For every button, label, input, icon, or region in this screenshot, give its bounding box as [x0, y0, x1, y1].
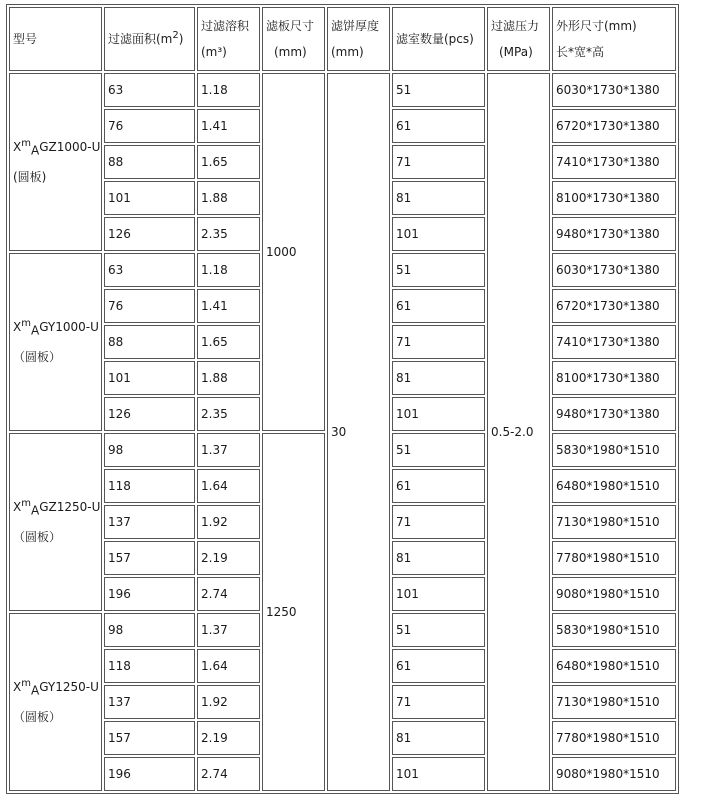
table-body — [9, 7, 676, 791]
volume-cell: 2.74 — [197, 757, 260, 791]
dimensions-cell: 6720*1730*1380 — [552, 109, 676, 143]
dimensions-cell: 5830*1980*1510 — [552, 613, 676, 647]
plate-size-cell: 1000 — [262, 73, 325, 431]
chambers-cell: 51 — [392, 73, 485, 107]
volume-cell: 1.18 — [197, 253, 260, 287]
model-cell: $X^m_AGY1250-U$ （圆板） — [9, 613, 102, 791]
model-cell: $X^m_AGZ1250-U$ （圆板） — [9, 433, 102, 611]
header-row — [9, 7, 676, 71]
area-cell: 196 — [104, 577, 195, 611]
volume-cell: 2.35 — [197, 217, 260, 251]
chambers-cell: 71 — [392, 505, 485, 539]
header-volume: 过滤溶积 (m³) — [197, 7, 260, 71]
area-cell: 76 — [104, 289, 195, 323]
filter-press-spec-table — [6, 4, 679, 794]
area-cell: 101 — [104, 361, 195, 395]
area-cell: 126 — [104, 397, 195, 431]
area-cell: 63 — [104, 253, 195, 287]
dimensions-cell: 6480*1980*1510 — [552, 649, 676, 683]
volume-cell: 1.64 — [197, 649, 260, 683]
dimensions-cell: 8100*1730*1380 — [552, 181, 676, 215]
dimensions-cell: 6030*1730*1380 — [552, 73, 676, 107]
volume-cell: 1.37 — [197, 613, 260, 647]
model-note: (圆板) — [13, 169, 47, 184]
chambers-cell: 61 — [392, 109, 485, 143]
model-note: （圆板） — [13, 349, 62, 364]
volume-cell: 1.65 — [197, 325, 260, 359]
chambers-cell: 81 — [392, 541, 485, 575]
header-dimensions: 外形尺寸(mm) 长*宽*高 — [552, 7, 676, 71]
area-cell: 88 — [104, 145, 195, 179]
cake-thickness-cell: 30 — [327, 73, 390, 791]
dimensions-cell: 6720*1730*1380 — [552, 289, 676, 323]
dimensions-cell: 7130*1980*1510 — [552, 685, 676, 719]
area-cell: 76 — [104, 109, 195, 143]
header-pressure: 过滤压力 (MPa) — [487, 7, 550, 71]
area-cell: 196 — [104, 757, 195, 791]
area-cell: 137 — [104, 685, 195, 719]
dimensions-cell: 6480*1980*1510 — [552, 469, 676, 503]
dimensions-cell: 7780*1980*1510 — [552, 541, 676, 575]
dimensions-cell: 7410*1730*1380 — [552, 145, 676, 179]
chambers-cell: 81 — [392, 721, 485, 755]
chambers-cell: 61 — [392, 469, 485, 503]
model-cell: $X^m_AGZ1000-U$ (圆板) — [9, 73, 102, 251]
header-cake-thickness: 滤饼厚度 (mm) — [327, 7, 390, 71]
chambers-cell: 71 — [392, 685, 485, 719]
dimensions-cell: 8100*1730*1380 — [552, 361, 676, 395]
header-area: 过滤面积$(m^2)$ — [104, 7, 195, 71]
dimensions-cell: 5830*1980*1510 — [552, 433, 676, 467]
area-cell: 118 — [104, 649, 195, 683]
area-cell: 98 — [104, 433, 195, 467]
volume-cell: 1.92 — [197, 505, 260, 539]
chambers-cell: 51 — [392, 253, 485, 287]
volume-cell: 2.74 — [197, 577, 260, 611]
chambers-cell: 81 — [392, 181, 485, 215]
area-cell: 126 — [104, 217, 195, 251]
dimensions-cell: 9480*1730*1380 — [552, 217, 676, 251]
table-row — [9, 73, 676, 107]
model-note: （圆板） — [13, 709, 62, 724]
volume-cell: 2.35 — [197, 397, 260, 431]
volume-cell: 1.41 — [197, 289, 260, 323]
volume-cell: 1.65 — [197, 145, 260, 179]
dimensions-cell: 7130*1980*1510 — [552, 505, 676, 539]
chambers-cell: 101 — [392, 397, 485, 431]
dimensions-cell: 7780*1980*1510 — [552, 721, 676, 755]
volume-cell: 1.92 — [197, 685, 260, 719]
dimensions-cell: 7410*1730*1380 — [552, 325, 676, 359]
model-note: （圆板） — [13, 529, 62, 544]
volume-cell: 2.19 — [197, 721, 260, 755]
area-cell: 98 — [104, 613, 195, 647]
plate-size-cell: 1250 — [262, 433, 325, 791]
area-cell: 118 — [104, 469, 195, 503]
volume-cell: 1.37 — [197, 433, 260, 467]
header-plate-size: 滤板尺寸 (mm) — [262, 7, 325, 71]
dimensions-cell: 6030*1730*1380 — [552, 253, 676, 287]
dimensions-cell: 9080*1980*1510 — [552, 577, 676, 611]
volume-cell: 1.64 — [197, 469, 260, 503]
header-chambers: 滤室数量(pcs) — [392, 7, 485, 71]
chambers-cell: 71 — [392, 145, 485, 179]
dimensions-cell: 9480*1730*1380 — [552, 397, 676, 431]
chambers-cell: 61 — [392, 649, 485, 683]
chambers-cell: 61 — [392, 289, 485, 323]
volume-cell: 1.88 — [197, 361, 260, 395]
header-model: 型号 — [9, 7, 102, 71]
area-cell: 88 — [104, 325, 195, 359]
volume-cell: 1.18 — [197, 73, 260, 107]
dimensions-cell: 9080*1980*1510 — [552, 757, 676, 791]
volume-cell: 2.19 — [197, 541, 260, 575]
chambers-cell: 81 — [392, 361, 485, 395]
area-cell: 137 — [104, 505, 195, 539]
area-cell: 157 — [104, 721, 195, 755]
area-cell: 157 — [104, 541, 195, 575]
chambers-cell: 51 — [392, 433, 485, 467]
chambers-cell: 101 — [392, 217, 485, 251]
volume-cell: 1.41 — [197, 109, 260, 143]
pressure-cell: 0.5-2.0 — [487, 73, 550, 791]
chambers-cell: 71 — [392, 325, 485, 359]
chambers-cell: 101 — [392, 757, 485, 791]
chambers-cell: 51 — [392, 613, 485, 647]
model-cell: $X^m_AGY1000-U$ （圆板） — [9, 253, 102, 431]
area-cell: 101 — [104, 181, 195, 215]
chambers-cell: 101 — [392, 577, 485, 611]
volume-cell: 1.88 — [197, 181, 260, 215]
area-cell: 63 — [104, 73, 195, 107]
